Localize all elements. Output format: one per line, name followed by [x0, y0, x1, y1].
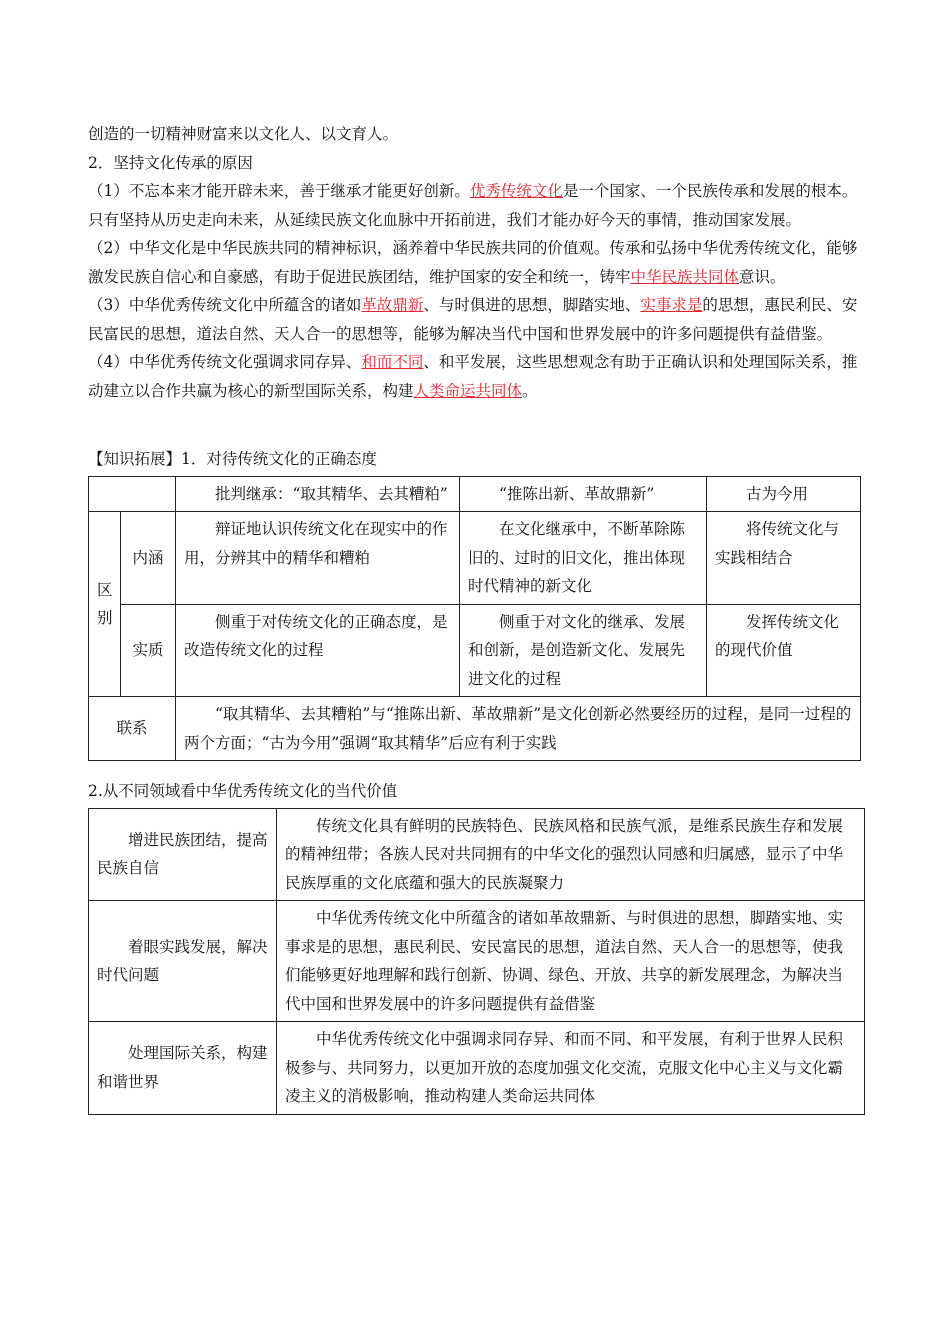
table-row [89, 808, 865, 901]
table-cell: 侧重于对传统文化的正确态度，是改造传统文化的过程 [176, 604, 460, 697]
document-page [88, 120, 864, 1115]
paragraph-2: （2）中华文化是中华民族共同的精神标识，涵养着中华民族共同的价值观。传承和弘扬中华优秀传统文化，能够激发民族自信心和自豪感，有助于促进民族团结，维护国家的安全和统一，铸牢中华民族共同体意识。 [88, 239, 858, 286]
paragraph-4: （4）中华优秀传统文化强调求同存异、和而不同、和平发展，这些思想观念有助于正确认识和处理国际关系，推动建立以合作共赢为核心的新型国际关系，构建人类命运共同体。 [88, 353, 858, 400]
table-row [89, 512, 861, 605]
highlight-term: 人类命运共同体 [413, 381, 523, 400]
table-cell: 辩证地认识传统文化在现实中的作用，分辨其中的精华和糟粕 [176, 512, 460, 605]
row-label: 内涵 [121, 512, 176, 605]
highlight-term: 中华民族共同体 [630, 267, 740, 286]
paragraph-1: （1）不忘本来才能开辟未来，善于继承才能更好创新。优秀传统文化是一个国家、一个民族传承和发展的根本。只有坚持从历史走向未来，从延续民族文化血脉中开拓前进，我们才能办好今天的事情，推动国家发展。 [88, 182, 858, 229]
table-row [89, 1022, 865, 1115]
intro-line: 创造的一切精神财富来以文化人、以文育人。 [88, 125, 399, 143]
table-row [89, 901, 865, 1022]
section-heading: 2．坚持文化传承的原因 [88, 153, 253, 172]
table-header-row [89, 476, 861, 512]
highlight-term: 革故鼎新 [361, 296, 424, 314]
table-row [89, 604, 861, 697]
row-label: 实质 [121, 604, 176, 697]
column-head: “推陈出新、革故鼎新” [460, 476, 707, 512]
table-corner-cell [89, 476, 176, 512]
column-head: 古为今用 [707, 476, 861, 512]
row-label: 着眼实践发展，解决时代问题 [89, 901, 277, 1022]
table-cell: 在文化继承中，不断革除陈旧的、过时的旧文化，推出体现时代精神的新文化 [460, 512, 707, 605]
difference-label: 区别 [97, 580, 113, 627]
highlight-term: 实事求是 [640, 296, 703, 314]
link-label: 联系 [89, 697, 176, 761]
column-head: 批判继承：“取其精华、去其糟粕” [176, 476, 460, 512]
row-label: 处理国际关系，构建和谐世界 [89, 1022, 277, 1115]
attitude-table [88, 476, 861, 762]
extension-heading: 【知识拓展】1．对待传统文化的正确态度 [88, 450, 377, 468]
row-label: 增进民族团结，提高民族自信 [89, 808, 277, 901]
value-table [88, 808, 865, 1115]
table-cell: 中华优秀传统文化中强调求同存异、和而不同、和平发展，有利于世界人民积极参与、共同努力，以更加开放的态度加强文化交流，克服文化中心主义与文化霸凌主义的消极影响，推动构建人类命运共同体 [277, 1022, 865, 1115]
difference-label-cell [89, 512, 121, 697]
value-heading: 2.从不同领域看中华优秀传统文化的当代价值 [88, 782, 398, 800]
highlight-term: 优秀传统文化 [469, 182, 563, 200]
table-cell: 将传统文化与实践相结合 [707, 512, 861, 605]
table-cell: 传统文化具有鲜明的民族特色、民族风格和民族气派，是维系民族生存和发展的精神纽带；各族人民对共同拥有的中华文化的强烈认同感和归属感，显示了中华民族厚重的文化底蕴和强大的民族凝聚力 [277, 808, 865, 901]
highlight-term: 和而不同 [361, 353, 424, 371]
table-cell: 发挥传统文化的现代价值 [707, 604, 861, 697]
table-row [89, 697, 861, 761]
link-text: “取其精华、去其糟粕”与“推陈出新、革故鼎新”是文化创新必然要经历的过程，是同一过程的两个方面；“古为今用”强调“取其精华”后应有利于实践 [176, 697, 861, 761]
table-cell: 侧重于对文化的继承、发展和创新，是创造新文化、发展先进文化的过程 [460, 604, 707, 697]
table-cell: 中华优秀传统文化中所蕴含的诸如革故鼎新、与时俱进的思想，脚踏实地、实事求是的思想，惠民利民、安民富民的思想，道法自然、天人合一的思想等，使我们能够更好地理解和践行创新、协调、绿色、开放、共享的新发展理念，为解决当代中国和世界发展中的许多问题提供有益借鉴 [277, 901, 865, 1022]
paragraph-3: （3）中华优秀传统文化中所蕴含的诸如革故鼎新、与时俱进的思想，脚踏实地、实事求是的思想，惠民利民、安民富民的思想，道法自然、天人合一的思想等，能够为解决当代中国和世界发展中的许多问题提供有益借鉴。 [88, 296, 858, 343]
